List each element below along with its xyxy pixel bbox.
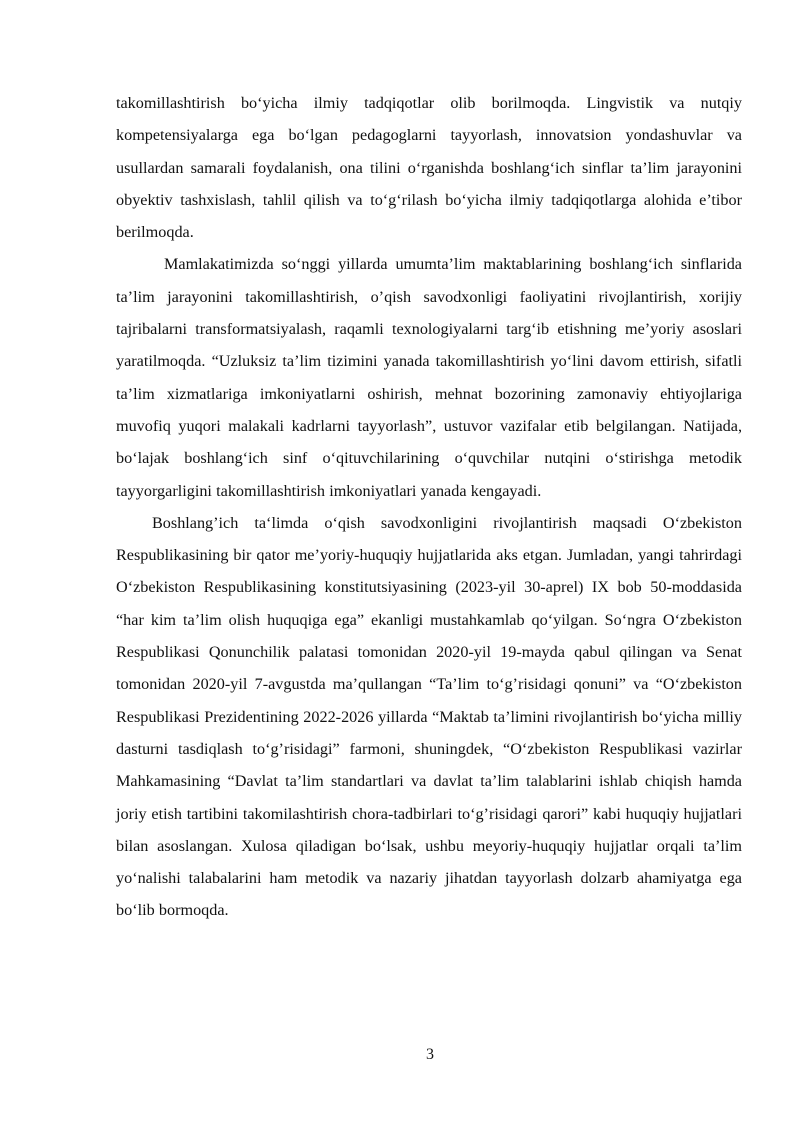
body-text: [116, 87, 742, 927]
page-number: 3: [426, 1046, 434, 1063]
paragraph-legal-basis: Boshlang’ich ta‘limda o‘qish savodxonligini rivojlantirish maqsadi O‘zbekiston Respublikasining bir qator me’yoriy-huquqiy hujjatlarida aks etgan. Jumladan, yangi tahrirdagi O‘zbekiston Respublikasining konstitutsiyasining (2023-yil 30-aprel) IX bob 50-moddasida “har kim ta’lim olish huquqiga ega” ekanligi mustahkamlab qo‘yilgan. So‘ngra O‘zbekiston Respublikasi Qonunchilik palatasi tomonidan 2020-yil 19-mayda qabul qilingan va Senat tomonidan 2020-yil 7-avgustda ma’qullangan “Ta’lim to‘g’risidagi qonuni” va “O‘zbekiston Respublikasi Prezidentining 2022-2026 yillarda “Maktab ta’limini rivojlantirish bo‘yicha milliy dasturni tasdiqlash to‘g’risidagi” farmoni, shuningdek, “O‘zbekiston Respublikasi vazirlar Mahkamasining “Davlat ta’lim standartlari va davlat ta’lim talablarini ishlab chiqish hamda joriy etish tartibini takomilashtirish chora-tadbirlari to‘g’risidagi qarori” kabi huquqiy hujjatlari bilan asoslangan. Xulosa qiladigan bo‘lsak, ushbu meyoriy-huquqiy hujjatlar orqali ta’lim yo‘nalishi talabalarini ham metodik va nazariy jihatdan tayyorlash dolzarb ahamiyatga ega bo‘lib bormoqda.: [116, 513, 742, 920]
paragraph-reforms: Mamlakatimizda so‘nggi yillarda umumta’lim maktablarining boshlang‘ich sinflarida ta’lim jarayonini takomillashtirish, o’qish savodxonligi faoliyatini rivojlantirish, xorijiy tajribalarni transformatsiyalash, raqamli texnologiyalarni targ‘ib etishning me’yoriy asoslari yaratilmoqda. “Uzluksiz ta’lim tizimini yanada takomillashtirish yo‘lini davom ettirish, sifatli ta’lim xizmatlariga imkoniyatlarni oshirish, mehnat bozorining zamonaviy ehtiyojlariga muvofiq yuqori malakali kadrlarni tayyorlash”, ustuvor vazifalar etib belgilangan. Natijada, bo‘lajak boshlang‘ich sinf o‘qituvchilarining o‘quvchilar nutqini o‘stirishga metodik tayyorgarligini takomillashtirish imkoniyatlari yanada kengayadi.: [116, 255, 742, 500]
paragraph-continuation: takomillashtirish bo‘yicha ilmiy tadqiqotlar olib borilmoqda. Lingvistik va nutqiy kompetensiyalarga ega bo‘lgan pedagoglarni tayyorlash, innovatsion yondashuvlar va usullardan samarali foydalanish, ona tilini o‘rganishda boshlang‘ich sinflar ta’lim jarayonini obyektiv tashxislash, tahlil qilish va to‘g‘rilash bo‘yicha ilmiy tadqiqotlarga alohida e’tibor berilmoqda.: [116, 94, 742, 242]
